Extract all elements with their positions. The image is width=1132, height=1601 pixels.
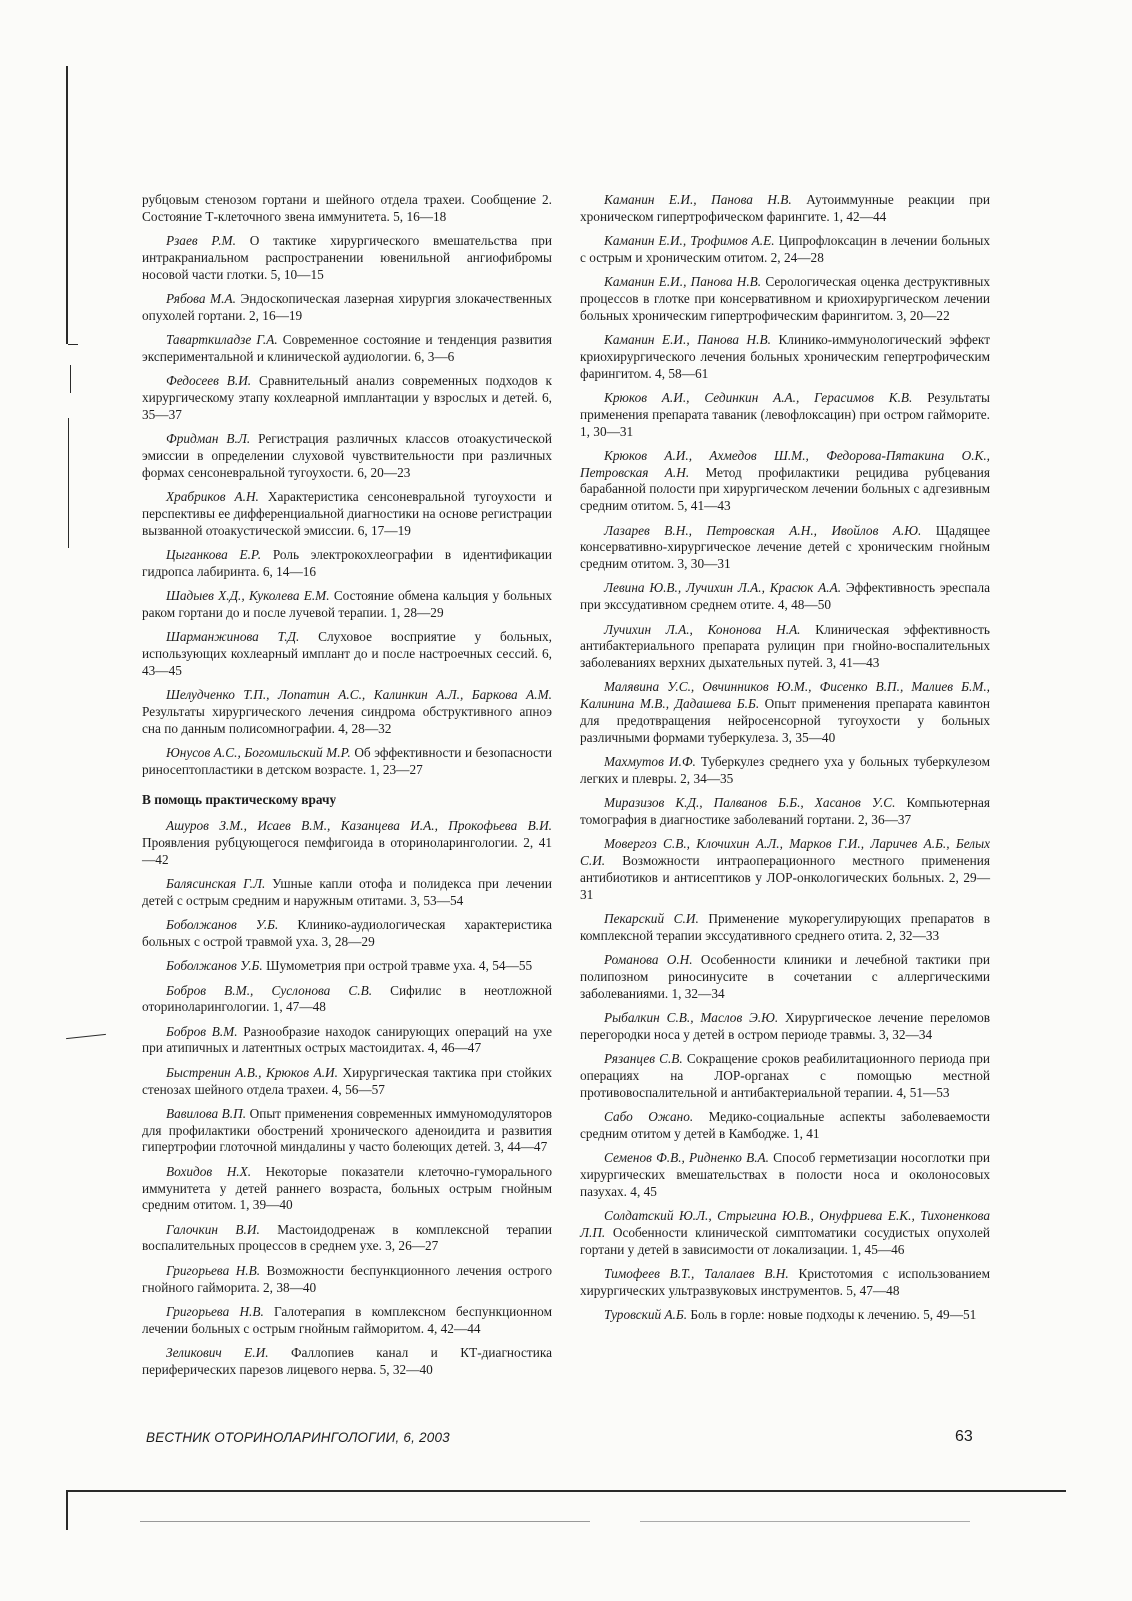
entry-text: Проявления рубцующегося пемфигоида в оториноларингологии. 2, 41—42 bbox=[142, 835, 552, 867]
entry-text: Фаллопиев канал и КТ-диагностика периферических парезов лицевого нерва. 5, 32—40 bbox=[142, 1344, 552, 1377]
bibliography-entry bbox=[142, 745, 552, 779]
bibliography-entry bbox=[580, 952, 990, 1002]
entry-text: Современное состояние и тенденция развития экспериментальной и клинической аудиологии. 6, 3—6 bbox=[142, 332, 553, 364]
entry-authors: Крюков А.И., Ахмедов Ш.М., Федорова-Пятакина О.К., Петровская А.Н. bbox=[580, 447, 990, 480]
entry-authors: Каманин Е.И., Панова Н.В. bbox=[604, 274, 762, 290]
entry-text: Компьютерная томография в диагностике заболеваний гортани. 2, 36—37 bbox=[580, 795, 990, 827]
entry-authors: Махмутов И.Ф. bbox=[604, 754, 696, 770]
bibliography-entry bbox=[580, 390, 990, 440]
entry-text: Роль электрокохлеографии в идентификации гидропса лабиринта. 6, 14—16 bbox=[142, 546, 552, 579]
entry-authors: Вавилова В.П. bbox=[166, 1105, 247, 1121]
entry-authors: Семенов Ф.В., Ридненко В.А. bbox=[604, 1150, 769, 1166]
entry-authors: Сабо Ожано. bbox=[604, 1108, 694, 1124]
entry-text: Клинико-иммунологический эффект криохирургического лечения больных хроническим гепертрофическим фарингитом. 4, 58—61 bbox=[580, 332, 990, 381]
entry-text: Состояние обмена кальция у больных раком гортани до и после лучевой терапии. 1, 28—29 bbox=[142, 587, 552, 620]
entry-authors: Бобров В.М. bbox=[166, 1023, 238, 1039]
entry-text: Применение мукорегулирующих препаратов в комплексной терапии экссудативного среднего отита. 2, 32—33 bbox=[580, 910, 990, 943]
bibliography-list bbox=[142, 192, 552, 778]
bibliography-entry bbox=[142, 818, 552, 868]
entry-authors: Рзаев Р.М. bbox=[166, 233, 236, 249]
entry-authors: Левина Ю.В., Лучихин Л.А., Красюк А.А. bbox=[604, 580, 842, 596]
scan-bottom-dash bbox=[640, 1521, 970, 1522]
entry-authors: Шелудченко Т.П., Лопатин А.С., Калинкин А.Л., Баркова А.М. bbox=[166, 686, 552, 702]
scan-margin-line bbox=[68, 344, 78, 345]
journal-title: ВЕСТНИК ОТОРИНОЛАРИНГОЛОГИИ, 6, 2003 bbox=[146, 1430, 450, 1445]
entry-authors: Рябова М.А. bbox=[166, 290, 236, 306]
bibliography-entry bbox=[580, 1051, 990, 1101]
entry-authors: Шадыев Х.Д., Куколева Е.М. bbox=[166, 587, 330, 603]
entry-text: Хирургическая тактика при стойких стенозах шейного отдела трахеи. 4, 56—57 bbox=[142, 1064, 553, 1097]
entry-text: Хирургическое лечение переломов перегородки носа у детей в остром периоде травмы. 3, 32—34 bbox=[580, 1009, 990, 1042]
entry-text: Туберкулез среднего уха у больных туберкулезом легких и плевры. 2, 34—35 bbox=[580, 754, 990, 786]
entry-text: Особенности клиники и лечебной тактики при полипозном риносинусите в сочетании с аллергическими заболеваниями. 1, 32—34 bbox=[580, 952, 990, 1001]
bibliography-entry bbox=[142, 983, 552, 1017]
entry-text: О тактике хирургического вмешательства при интракраниальном распространении ювенильной ангиофибромы носовой части глотки. 5, 10—15 bbox=[142, 233, 552, 282]
entry-text: Боль в горле: новые подходы к лечению. 5, 49—51 bbox=[690, 1306, 977, 1322]
entry-authors: Зеликович Е.И. bbox=[166, 1344, 269, 1360]
entry-text: Ушные капли отофа и полидекса при лечении детей с острым средним и наружным отитами. 3, 53—54 bbox=[142, 876, 552, 908]
entry-text: Щадящее консервативно-хирургическое лечение детей с хроническим гнойным средним отитом. 3, 30—31 bbox=[580, 522, 990, 572]
bibliography-entry bbox=[580, 1208, 990, 1258]
entry-authors: Григорьева Н.В. bbox=[166, 1262, 261, 1278]
bibliography-entry bbox=[142, 291, 552, 325]
entry-text: Об эффективности и безопасности риносептопластики в детском возрасте. 1, 23—27 bbox=[142, 744, 552, 777]
entry-text: Серологическая оценка деструктивных процессов в глотке при консервативном и криохирургическом лечении больных хроническим гипертрофическим фарингитом. 3, 20—22 bbox=[580, 274, 991, 323]
bibliography-entry bbox=[580, 580, 990, 614]
bibliography-entry bbox=[580, 192, 990, 226]
entry-authors: Галочкин В.И. bbox=[166, 1221, 260, 1237]
bibliography-entry bbox=[142, 192, 552, 226]
bibliography-entry bbox=[142, 547, 552, 581]
bibliography-entry bbox=[142, 629, 552, 679]
entry-authors: Ашуров З.М., Исаев В.М., Казанцева И.А., Прокофьева В.И. bbox=[166, 818, 552, 834]
entry-authors: Юнусов А.С., Богомильский М.Р. bbox=[166, 744, 351, 760]
page-number: 63 bbox=[955, 1428, 973, 1445]
bibliography-entry bbox=[580, 448, 990, 515]
entry-text: Слуховое восприятие у больных, использующих кохлеарный имплант до и после настроечных сессий. 6, 43—45 bbox=[142, 629, 552, 678]
scan-bottom-dash bbox=[140, 1521, 590, 1522]
entry-text: Возможности интраоперационного местного применения антибиотиков и антисептиков у ЛОР-онкологических больных. 2, 29—31 bbox=[580, 853, 990, 902]
entry-authors: Каманин Е.И., Панова Н.В. bbox=[604, 332, 771, 348]
entry-authors: Быстренин А.В., Крюков А.И. bbox=[166, 1064, 338, 1080]
bibliography-entry bbox=[580, 523, 990, 573]
scan-bottom-line bbox=[66, 1490, 1066, 1492]
entry-authors: Малявина У.С., Овчинников Ю.М., Фисенко В.П., Малиев Б.М., Калинина М.В., Дадашева Б.Б. bbox=[580, 679, 990, 712]
bibliography-entry bbox=[142, 373, 552, 423]
bibliography-entry bbox=[580, 1307, 990, 1324]
bibliography-entry bbox=[142, 1164, 552, 1214]
entry-authors: Лазарев В.Н., Петровская А.Н., Ивойлов А.Ю. bbox=[604, 522, 922, 538]
entry-text: Регистрация различных классов отоакустической эмиссии в определении слуховой чувствительности при различных формах сенсоневральной тугоухости. 6, 20—23 bbox=[142, 431, 552, 480]
entry-authors: Крюков А.И., Сединкин А.А., Герасимов К.В. bbox=[604, 389, 913, 405]
entry-authors: Миразизов К.Д., Палванов Б.Б., Хасанов У.С. bbox=[604, 795, 896, 811]
bibliography-entry bbox=[580, 911, 990, 945]
bibliography-entry bbox=[142, 1345, 552, 1379]
entry-text: Мастоидодренаж в комплексной терапии воспалительных процессов в среднем ухе. 3, 26—27 bbox=[142, 1221, 553, 1254]
bibliography-entry bbox=[142, 332, 552, 366]
bibliography-list bbox=[580, 192, 990, 1324]
bibliography-entry bbox=[142, 1106, 552, 1156]
bibliography-entry bbox=[580, 233, 990, 267]
entry-authors: Романова О.Н. bbox=[604, 952, 693, 968]
entry-text: Ципрофлоксацин в лечении больных с острым и хроническим отитом. 2, 24—28 bbox=[580, 233, 991, 265]
entry-authors: Рязанцев С.В. bbox=[604, 1051, 683, 1067]
left-column bbox=[142, 192, 552, 1386]
entry-authors: Боболжанов У.Б. bbox=[166, 917, 279, 933]
bibliography-entry bbox=[142, 876, 552, 910]
entry-authors: Пекарский С.И. bbox=[604, 910, 699, 926]
entry-authors: Лучихин Л.А., Кононова Н.А. bbox=[604, 621, 801, 637]
bibliography-entry bbox=[580, 1010, 990, 1044]
bibliography-entry bbox=[580, 332, 990, 382]
entry-text: Эффективность эреспала при экссудативном среднем отите. 4, 48—50 bbox=[580, 580, 990, 613]
bibliography-entry bbox=[142, 917, 552, 951]
bibliography-entry bbox=[142, 687, 552, 737]
scan-margin-line bbox=[66, 1034, 106, 1039]
entry-authors: Шарманжинова Т.Д. bbox=[166, 629, 300, 645]
scan-margin-line bbox=[66, 66, 68, 344]
entry-text: рубцовым стенозом гортани и шейного отдела трахеи. Сообщение 2. Состояние Т-клеточного звена иммунитета. 5, 16—18 bbox=[142, 192, 552, 224]
bibliography-entry bbox=[142, 1304, 552, 1338]
entry-text: Опыт применения современных иммуномодуляторов для профилактики обострений хронического аденоидита и развития гипертрофии глоточной миндалины у часто болеющих детей. 3, 44—47 bbox=[142, 1105, 553, 1155]
entry-authors: Федосеев В.И. bbox=[166, 373, 252, 389]
entry-text: Характеристика сенсоневральной тугоухости и перспективы ее дифференциальной диагностики на основе регистрации вызванной отоакустической эмиссии. 6, 17—19 bbox=[142, 488, 552, 538]
bibliography-entry bbox=[142, 233, 552, 283]
entry-authors: Бобров В.М., Суслонова С.В. bbox=[166, 982, 373, 998]
scan-margin-line bbox=[70, 365, 71, 393]
right-column bbox=[580, 192, 990, 1331]
bibliography-entry bbox=[142, 1024, 552, 1058]
bibliography-entry bbox=[142, 1222, 552, 1256]
entry-authors: Мовергоз С.В., Клочихин А.Л., Марков Г.И., Ларичев А.Б., Белых С.И. bbox=[580, 836, 990, 869]
bibliography-entry bbox=[142, 1065, 552, 1099]
entry-text: Возможности беспункционного лечения острого гнойного гайморита. 2, 38—40 bbox=[142, 1262, 552, 1295]
entry-text: Метод профилактики рецидива рубцевания барабанной полости при хирургическом лечении больных с адгезивным средним отитом. 5, 41—43 bbox=[580, 464, 990, 514]
entry-text: Шумометрия при острой травме уха. 4, 54—55 bbox=[266, 958, 533, 974]
entry-authors: Вохидов Н.Х. bbox=[166, 1163, 252, 1179]
entry-text: Результаты применения препарата таваник (левофлоксацин) при остром гайморите. 1, 30—31 bbox=[580, 389, 990, 439]
entry-text: Особенности клинической симптоматики сосудистых опухолей гортани у детей в зависимости от локализации. 1, 45—46 bbox=[580, 1224, 990, 1257]
entry-text: Аутоиммунные реакции при хроническом гипертрофическом фарингите. 1, 42—44 bbox=[580, 192, 991, 224]
bibliography-entry bbox=[142, 1263, 552, 1297]
entry-text: Кристотомия с использованием хирургических ультразвуковых инструментов. 5, 47—48 bbox=[580, 1265, 990, 1298]
bibliography-entry bbox=[580, 754, 990, 788]
bibliography-entry bbox=[142, 431, 552, 481]
entry-authors: Туровский А.Б. bbox=[604, 1306, 688, 1322]
entry-text: Разнообразие находок санирующих операций на ухе при атипичных и латентных острых мастоидитах. 4, 46—47 bbox=[142, 1023, 553, 1056]
bibliography-list bbox=[142, 818, 552, 1378]
bibliography-entry bbox=[580, 1266, 990, 1300]
entry-authors: Балясинская Г.Л. bbox=[166, 876, 266, 892]
entry-text: Опыт применения препарата кавинтон для предотвращения нейросенсорной тугоухости у больных различными формами туберкулеза. 3, 35—40 bbox=[580, 696, 990, 745]
entry-authors: Боболжанов У.Б. bbox=[166, 958, 263, 974]
bibliography-entry bbox=[142, 958, 552, 975]
entry-text: Сокращение сроков реабилитационного периода при операциях на ЛОР-органах с помощью местной противовоспалительной и антибактериальной терапии. 4, 51—53 bbox=[580, 1051, 991, 1100]
entry-authors: Фридман В.Л. bbox=[166, 431, 251, 447]
scan-bottom-corner bbox=[66, 1490, 68, 1530]
entry-text: Клиническая эффективность антибактериального препарата рулицин при гнойно-воспалительных заболеваниях верхних дыхательных путей. 3, 41—43 bbox=[580, 621, 990, 671]
entry-authors: Григорьева Н.В. bbox=[166, 1303, 264, 1319]
entry-authors: Таварткиладзе Г.А. bbox=[166, 332, 278, 348]
entry-text: Медико-социальные аспекты заболеваемости средним отитом у детей в Камбодже. 1, 41 bbox=[580, 1108, 990, 1141]
bibliography-entry bbox=[580, 622, 990, 672]
entry-text: Способ герметизации носоглотки при хирургических вмешательствах в полости носа и околоносовых пазухах. 4, 45 bbox=[580, 1150, 990, 1199]
bibliography-entry bbox=[142, 588, 552, 622]
entry-text: Клинико-аудиологическая характеристика больных с острой травмой уха. 3, 28—29 bbox=[142, 917, 552, 949]
entry-authors: Каманин Е.И., Трофимов А.Е. bbox=[604, 233, 775, 249]
bibliography-entry bbox=[580, 836, 990, 903]
bibliography-entry bbox=[580, 1109, 990, 1143]
entry-authors: Солдатский Ю.Л., Стрыгина Ю.В., Онуфриева Е.К., Тихоненкова Л.П. bbox=[580, 1207, 990, 1240]
entry-text: Эндоскопическая лазерная хирургия злокачественных опухолей гортани. 2, 16—19 bbox=[142, 290, 552, 323]
entry-text: Галотерапия в комплексном беспункционном лечении больных с острым гнойным гайморитом. 4, 42—44 bbox=[142, 1303, 552, 1336]
entry-authors: Рыбалкин С.В., Маслов Э.Ю. bbox=[604, 1009, 779, 1025]
entry-authors: Цыганкова Е.Р. bbox=[166, 546, 262, 562]
bibliography-entry bbox=[580, 1150, 990, 1200]
scan-margin-line bbox=[68, 418, 69, 548]
entry-authors: Храбриков А.Н. bbox=[166, 488, 259, 504]
entry-authors: Каманин Е.И., Панова Н.В. bbox=[604, 192, 792, 207]
bibliography-entry bbox=[580, 274, 990, 324]
entry-text: Сравнительный анализ современных подходов к хирургическому этапу кохлеарной имплантации у взрослых и детей. 6, 35—37 bbox=[142, 373, 553, 422]
section-heading: В помощь практическому врачу bbox=[142, 792, 337, 808]
entry-authors: Тимофеев В.Т., Талалаев В.Н. bbox=[604, 1265, 789, 1281]
entry-text: Результаты хирургического лечения синдрома обструктивного апноэ сна по данным полисомнографии. 4, 28—32 bbox=[142, 703, 552, 736]
bibliography-entry bbox=[142, 489, 552, 539]
bibliography-entry bbox=[580, 679, 990, 746]
bibliography-entry bbox=[580, 795, 990, 829]
entry-text: Некоторые показатели клеточно-гуморального иммунитета у детей раннего возраста, больных острым гнойным средним отитом. 1, 39—40 bbox=[142, 1163, 553, 1213]
entry-text: Сифилис в неотложной оториноларингологии. 1, 47—48 bbox=[142, 982, 552, 1015]
